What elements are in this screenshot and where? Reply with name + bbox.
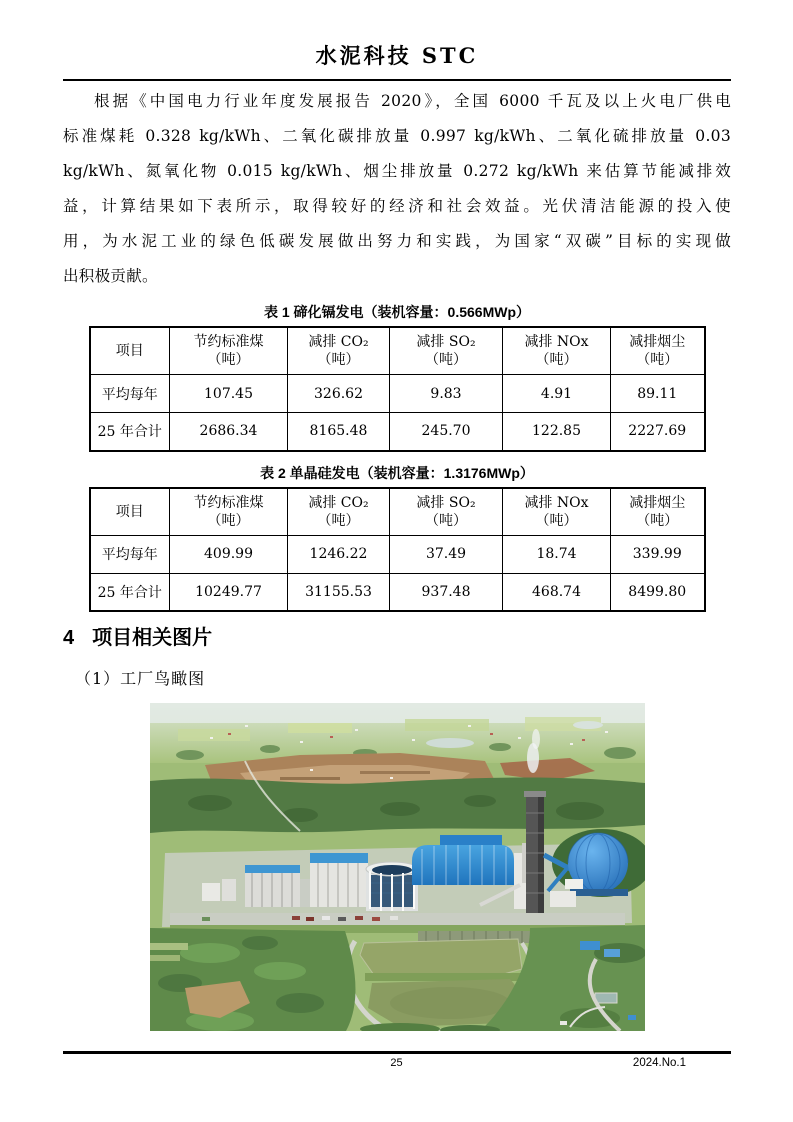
table1-row-yearly: [90, 375, 705, 413]
cell-value: 468.74: [503, 573, 611, 611]
cell-value: 245.70: [390, 413, 503, 451]
cell-value: 9.83: [390, 375, 503, 413]
cell-value: 37.49: [390, 535, 503, 573]
page-number: 25: [390, 1057, 403, 1069]
cell-value: 1246.22: [288, 535, 390, 573]
row-label: 平均每年: [90, 375, 170, 413]
factory-aerial-photo: [150, 703, 645, 1031]
cell-value: 89.11: [611, 375, 705, 413]
cell-value: 4.91: [503, 375, 611, 413]
row-label: 25 年合计: [90, 413, 170, 451]
table2-caption: 表 2 单晶硅发电（装机容量：1.3176MWp）: [260, 464, 534, 481]
cell-value: 2686.34: [170, 413, 288, 451]
cell-value: 31155.53: [288, 573, 390, 611]
table2-header-co2: 减排 CO₂: [308, 494, 369, 511]
paragraph-line: kg/kWh、氮氧化物 0.015 kg/kWh、烟尘排放量 0.272 kg/kWh 来估算节能减排效: [63, 162, 731, 180]
table1-cdte-generation: [89, 326, 706, 452]
body-paragraph: [63, 84, 731, 294]
table1-header-coal: 节约标准煤: [193, 334, 264, 350]
cell-value: 8499.80: [611, 573, 705, 611]
cell-value: 8165.48: [288, 413, 390, 451]
paragraph-line: 根据《中国电力行业年度发展报告 2020》，全国 6000 千瓦及以上火电厂供电: [94, 92, 731, 110]
issue-number: 2024.No.1: [632, 1057, 686, 1069]
table1-header-co2: 减排 CO₂: [308, 334, 369, 350]
table2-row-25yr-total: [90, 573, 705, 611]
table1-caption: 表 1 碲化镉发电（装机容量：0.566MWp）: [263, 304, 531, 320]
paragraph-line: 用，为水泥工业的绿色低碳发展做出努力和实践，为国家“双碳”目标的实现做: [63, 232, 731, 250]
journal-header: [63, 0, 731, 81]
table2-header-row: 项目 节约标准煤 （吨） 减排 CO₂ （吨） 减排 SO₂ （吨） 减排 NOx （吨） 减排烟尘 （吨）: [90, 488, 705, 536]
table1-header-nox: 减排 NOx: [524, 334, 589, 350]
cell-value: 18.74: [503, 535, 611, 573]
figure-1-label: （1）工厂鸟瞰图: [75, 669, 206, 688]
table1-header-dust: 减排烟尘: [629, 334, 686, 350]
table2-mono-si-generation: [89, 487, 706, 613]
table1-row-25yr-total: [90, 413, 705, 451]
table2-header-coal: 节约标准煤: [193, 494, 264, 511]
table1-header-so2: 减排 SO₂: [416, 334, 476, 350]
cell-value: 107.45: [170, 375, 288, 413]
cell-value: 2227.69: [611, 413, 705, 451]
row-label: 25 年合计: [90, 573, 170, 611]
paragraph-line: 标准煤耗 0.328 kg/kWh、二氧化碳排放量 0.997 kg/kWh、二氧化硫排放量 0.03: [63, 127, 731, 145]
table2-header-nox: 减排 NOx: [524, 494, 589, 511]
factory-aerial-photo-graphic: [150, 703, 645, 1031]
paragraph-line: 益，计算结果如下表所示，取得较好的经济和社会效益。光伏清洁能源的投入使: [63, 197, 731, 215]
table1-header-item: 项目: [115, 343, 144, 359]
paragraph-line: 出积极贡献。: [63, 267, 158, 285]
section-number: 4: [63, 627, 75, 649]
table2-row-yearly: [90, 535, 705, 573]
table1-header-row: 项目 节约标准煤 （吨） 减排 CO₂ （吨） 减排 SO₂ （吨） 减排 NOx （吨） 减排烟尘 （吨）: [90, 327, 705, 375]
table2-header-so2: 减排 SO₂: [416, 494, 476, 511]
cell-value: 10249.77: [170, 573, 288, 611]
cell-value: 409.99: [170, 535, 288, 573]
cell-value: 326.62: [288, 375, 390, 413]
cell-value: 339.99: [611, 535, 705, 573]
footer-rule: [63, 1051, 731, 1054]
journal-title: 水泥科技 STC: [315, 43, 479, 68]
section-title: 项目相关图片: [92, 627, 213, 649]
table2-header-item: 项目: [115, 503, 144, 520]
cell-value: 122.85: [503, 413, 611, 451]
row-label: 平均每年: [90, 535, 170, 573]
cell-value: 937.48: [390, 573, 503, 611]
section-4-heading: [63, 626, 731, 650]
table2-header-dust: 减排烟尘: [629, 494, 686, 511]
